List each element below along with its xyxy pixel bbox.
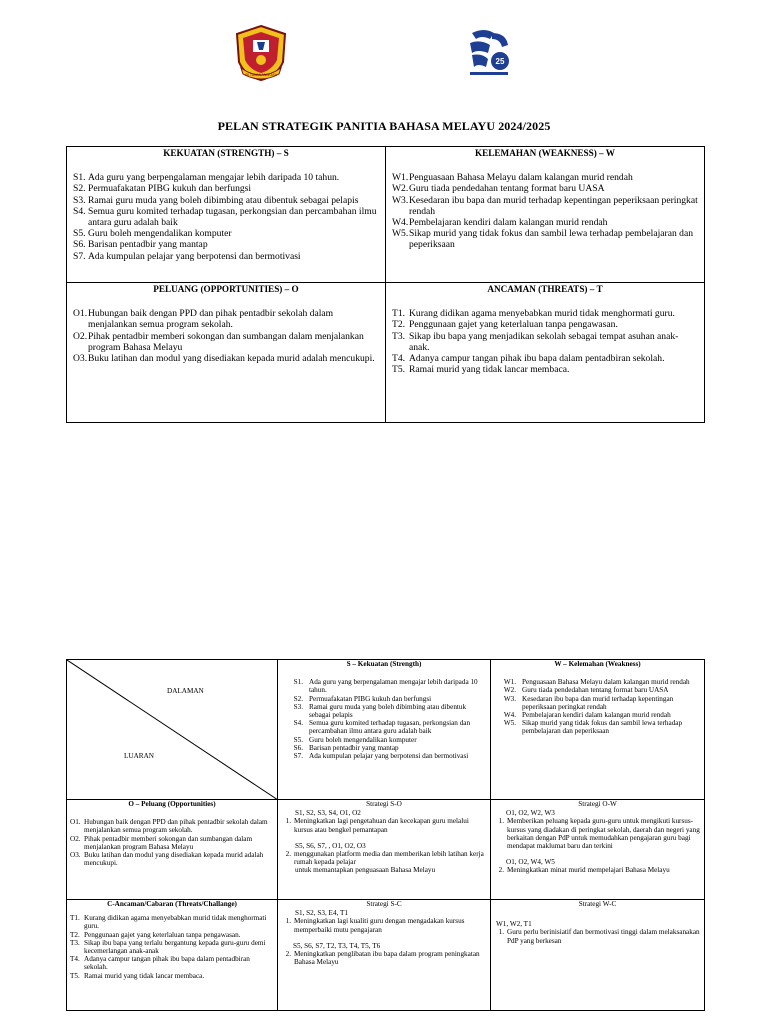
item-text: Penguasaan Bahasa Melayu dalam kalangan murid rendah (409, 172, 633, 184)
item-text: Ramai murid yang tidak lancar membaca. (84, 971, 205, 980)
item-code: T3. (70, 938, 80, 947)
strategy-wc-cell (491, 900, 705, 1011)
item-code: O1. (73, 308, 88, 320)
item-code: W5. (392, 228, 409, 240)
list-item (392, 353, 698, 364)
matrix-weakness-cell (491, 660, 705, 800)
item-code: T4. (70, 955, 80, 964)
list-item (73, 228, 379, 239)
list-item (392, 195, 698, 217)
list-item (73, 195, 379, 206)
item-code: S4. (73, 205, 86, 217)
list-item (70, 972, 274, 980)
strategy-wo-cell (491, 800, 705, 900)
strategy-so-refs2: S5, S6, S7, , O1, O2, O3 (295, 841, 366, 850)
item-code: S3. (293, 702, 303, 711)
matrix-threats-heading: C-Ancaman/Cabaran (Threats/Challange) (107, 900, 237, 908)
item-text: Sikap murid yang tidak fokus dan sambil lewa terhadap pembelajaran dan peperiksaan (522, 719, 683, 736)
item-code: W3. (503, 694, 516, 703)
strategy-sc-cell (278, 900, 491, 1011)
item-text: Buku latihan dan modul yang disediakan kepada murid adalah mencukupi. (84, 851, 264, 868)
item-code: O3. (73, 353, 88, 365)
weakness-cell (386, 147, 705, 283)
strategy-wc-item1: 1. Guru perlu berinisiatif dan bermotivasi tinggi dalam melaksanakan PdP yang berkesan (498, 928, 700, 945)
item-text: Guru boleh mengendalikan komputer (88, 228, 232, 240)
strategy-sc-refs1: S1, S2, S3, E4, T1 (295, 909, 348, 918)
list-item (73, 239, 379, 250)
matrix-strength-cell (278, 660, 491, 800)
item-text: Sikap murid yang tidak fokus dan sambil lewa terhadap pembelajaran dan peperiksaan (409, 228, 693, 251)
list-item (392, 308, 698, 319)
item-text: Barisan pentadbir yang mantap (88, 239, 208, 251)
item-text: Hubungan baik dengan PPD dan pihak pentadbir sekolah dalam menjalankan semua program sekolah. (88, 308, 334, 331)
item-text: Barisan pentadbir yang mantap (309, 743, 399, 752)
list-item (73, 308, 379, 330)
list-item (392, 172, 698, 183)
matrix-corner-cell (67, 660, 278, 800)
list-item (494, 719, 701, 735)
matrix-weakness-heading: W – Kelemahan (Weakness) (554, 660, 641, 668)
strategy-sc-refs2: S5, S6, S7, T2, T3, T4, T5, T6 (293, 941, 381, 950)
item-code: S6. (293, 743, 303, 752)
item-text: Ramai guru muda yang boleh dibimbing atau dibentuk sebagai pelapis (309, 702, 467, 720)
item-code: O2. (73, 330, 88, 342)
item-code: T5. (70, 971, 80, 980)
matrix-opportunities-cell (67, 800, 278, 900)
strategy-wo-item2: 2. Meningkatkan minat murid mempelajari Bahasa Melayu (498, 866, 670, 875)
diagonal-line (67, 660, 278, 800)
item-text: Guru tiada pendedahan tentang format baru UASA (409, 183, 605, 195)
list-item (70, 931, 274, 939)
strategy-so-heading: Strategi S-O (366, 800, 402, 808)
item-text: Ada kumpulan pelajar yang berpotensi dan bermotivasi (309, 752, 469, 761)
list-item (70, 818, 274, 834)
item-code: W2. (503, 686, 516, 695)
item-text: Guru tiada pendedahan tentang format baru UASA (522, 686, 669, 695)
item-text: Buku latihan dan modul yang disediakan kepada murid adalah mencukupi. (88, 353, 375, 365)
item-code: T2. (392, 319, 406, 331)
strategy-sc-item1: 1. Meningkatkan lagi kualiti guru dengan mengadakan kursus memperbaiki mutu pengajaran (285, 917, 465, 934)
item-text: Hubungan baik dengan PPD dan pihak pentadbir sekolah dalam menjalankan semua program sekolah. (84, 818, 268, 835)
list-item (281, 678, 487, 694)
item-code: S1. (293, 678, 303, 687)
strategy-wo-refs2: O1, O2, W4, W5 (506, 858, 555, 867)
strategy-sc-heading: Strategi S-C (366, 900, 402, 908)
list-item (73, 251, 379, 262)
item-code: W5. (503, 719, 516, 728)
strategy-so-cell (278, 800, 491, 900)
strategy-wc-heading: Strategi W-C (578, 900, 617, 908)
list-item (281, 695, 487, 703)
item-code: W1. (392, 172, 409, 184)
school-crest-logo (233, 24, 289, 82)
strategy-wc-refs1: W1, W2, T1 (496, 920, 532, 929)
item-text: Permuafakatan PIBG kukuh dan berfungsi (88, 183, 252, 195)
weakness-heading: KELEMAHAN (WEAKNESS) – W (475, 148, 615, 158)
item-text: Penguasaan Bahasa Melayu dalam kalangan murid rendah (522, 678, 690, 687)
item-code: S4. (293, 719, 303, 728)
list-item (70, 835, 274, 851)
list-item (281, 736, 487, 744)
threats-heading: ANCAMAN (THREATS) – T (487, 284, 603, 294)
item-text: Ramai guru muda yang boleh dibimbing atau dibentuk sebagai pelapis (88, 194, 359, 206)
threats-list (392, 308, 698, 375)
list-item (494, 678, 701, 686)
item-code: S2. (73, 183, 86, 195)
logo-left-text: SK TAMAN ANGKASA (244, 73, 278, 77)
item-text: Ada guru yang berpengalaman mengajar lebih daripada 10 tahun. (88, 172, 340, 184)
strategy-wo-item1: 1. Memberikan peluang kepada guru-guru untuk mengikuti kursus-kursus yang diadakan di peringkat sekolah, daerah dan negeri yang berkaitan dengan PdP untuk memudahkan pengajaran guru bagi mendapat maklumat baru dan terkini (498, 817, 700, 851)
item-code: S5. (73, 228, 86, 240)
item-text: Semua guru komited terhadap tugasan, perkongsian dan percambahan ilmu antara guru adalah baik (88, 205, 377, 229)
list-item (70, 955, 274, 971)
item-text: Pembelajaran kendiri dalam kalangan murid rendah (409, 217, 608, 229)
strategy-so-item1: 1. Meningkatkan lagi pengetahuan dan kecekapan guru melalui kursus atau bengkel pemantapan (285, 817, 469, 834)
item-code: S1. (73, 172, 86, 184)
list-item (281, 752, 487, 760)
list-item (73, 206, 379, 228)
item-text: Kesedaran ibu bapa dan murid terhadap kepentingan peperiksaan peringkat rendah (409, 194, 698, 217)
list-item (73, 331, 379, 353)
strategy-so-item2: 2. menggunakan platform media dan memberikan lebih latihan kerja rumah kepada pelajar (285, 850, 484, 867)
list-item (70, 939, 274, 955)
list-item (392, 228, 698, 250)
item-code: W2. (392, 183, 409, 195)
list-item (73, 353, 379, 364)
item-code: O3. (70, 851, 81, 860)
item-text: Adanya campur tangan pihak ibu bapa dalam pentadbiran sekolah. (409, 353, 665, 365)
strategy-wo-heading: Strategi O-W (578, 800, 617, 808)
item-code: S7. (73, 250, 86, 262)
item-code: T1. (70, 914, 80, 923)
luaran-label: LUARAN (124, 752, 154, 760)
item-code: S3. (73, 194, 86, 206)
list-item (392, 183, 698, 194)
item-text: Permuafakatan PIBG kukuh dan berfungsi (309, 694, 432, 703)
page-title: PELAN STRATEGIK PANITIA BAHASA MELAYU 2024/2025 (217, 119, 551, 133)
matrix-threats-cell (67, 900, 278, 1011)
item-code: T5. (392, 364, 406, 376)
item-text: Kurang didikan agama menyebabkan murid tidak menghormati guru. (409, 308, 675, 320)
threats-cell (386, 283, 705, 423)
item-code: W3. (392, 194, 409, 206)
item-code: O1. (70, 818, 81, 827)
list-item (392, 217, 698, 228)
item-code: O2. (70, 834, 81, 843)
logo-right-text: 25 (495, 57, 505, 66)
anniversary-logo (466, 27, 512, 79)
item-text: Pihak pentadbir memberi sokongan dan sumbangan dalam menjalankan program Bahasa Melayu (88, 330, 364, 353)
matrix-opportunities-heading: O – Peluang (Opportunities) (128, 800, 216, 808)
item-text: Kurang didikan agama menyebabkan murid tidak menghormati guru. (84, 914, 267, 931)
item-text: Ramai murid yang tidak lancar membaca. (409, 364, 570, 376)
item-code: S5. (293, 735, 303, 744)
strategy-so-refs1: S1, S2, S3, S4, O1, O2 (295, 809, 361, 818)
list-item (281, 744, 487, 752)
item-text: Sikap ibu bapa yang terlalu bergantung kepada guru-guru demi kecemerlangan anak-anak (84, 938, 266, 956)
item-code: T4. (392, 353, 406, 365)
item-text: Pihak pentadbir memberi sokongan dan sumbangan dalam menjalankan program Bahasa Melayu (84, 834, 253, 851)
list-item (73, 172, 379, 183)
matrix-strength-list (281, 678, 487, 760)
matrix-strength-heading: S – Kekuatan (Strength) (346, 660, 422, 668)
strength-list (73, 172, 379, 262)
item-code: T1. (392, 308, 406, 320)
list-item (494, 695, 701, 711)
strategy-wo-refs1: O1, O2, W2, W3 (506, 809, 555, 818)
strength-heading: KEKUATAN (STRENGTH) – S (163, 148, 289, 158)
item-text: Semua guru komited terhadap tugasan, perkongsian dan percambahan ilmu antara guru adalah baik (309, 719, 471, 736)
item-text: Guru boleh mengendalikan komputer (309, 735, 417, 744)
item-text: Adanya campur tangan pihak ibu bapa dalam pentadbiran sekolah. (84, 955, 250, 972)
strategy-so-continuation: untuk memantapkan penguasaan Bahasa Melayu (295, 866, 436, 875)
list-item (73, 183, 379, 194)
strategy-sc-item2: 2. Meningkatkan penglibatan ibu bapa dalam program peningkatan Bahasa Melayu (285, 950, 480, 967)
weakness-list (392, 172, 698, 250)
item-text: Ada kumpulan pelajar yang berpotensi dan bermotivasi (88, 250, 301, 262)
list-item (70, 914, 274, 930)
item-text: Penggunaan gajet yang keterlaluan tanpa pengawasan. (84, 930, 241, 939)
strength-cell (67, 147, 386, 283)
item-text: Ada guru yang berpengalaman mengajar lebih daripada 10 tahun. (309, 678, 478, 695)
item-code: S7. (293, 752, 303, 761)
list-item (392, 364, 698, 375)
item-text: Pembelajaran kendiri dalam kalangan murid rendah (522, 711, 671, 720)
item-code: W4. (503, 711, 516, 720)
item-code: T2. (70, 930, 80, 939)
list-item (70, 851, 274, 867)
matrix-weakness-list (494, 678, 701, 735)
item-text: Kesedaran ibu bapa dan murid terhadap kepentingan peperiksaan peringkat rendah (522, 694, 674, 711)
dalaman-label: DALAMAN (167, 687, 204, 695)
item-code: S6. (73, 239, 86, 251)
tows-matrix-table (66, 659, 705, 1011)
item-code: T3. (392, 330, 406, 342)
opportunities-cell (67, 283, 386, 423)
swot-table (66, 146, 705, 423)
list-item (494, 686, 701, 694)
matrix-threats-list (70, 914, 274, 980)
list-item (494, 711, 701, 719)
item-code: W1. (503, 678, 516, 687)
item-text: Sikap ibu bapa yang menjadikan sekolah sebagai tempat asuhan anak-anak. (409, 330, 679, 353)
item-code: W4. (392, 217, 409, 229)
matrix-opportunities-list (70, 818, 274, 867)
list-item (392, 331, 698, 353)
opportunities-heading: PELUANG (OPPORTUNITIES) – O (153, 284, 299, 294)
list-item (281, 719, 487, 735)
item-code: S2. (293, 694, 303, 703)
list-item (281, 703, 487, 719)
item-text: Penggunaan gajet yang keterlaluan tanpa pengawasan. (409, 319, 618, 331)
list-item (392, 319, 698, 330)
opportunities-list (73, 308, 379, 364)
